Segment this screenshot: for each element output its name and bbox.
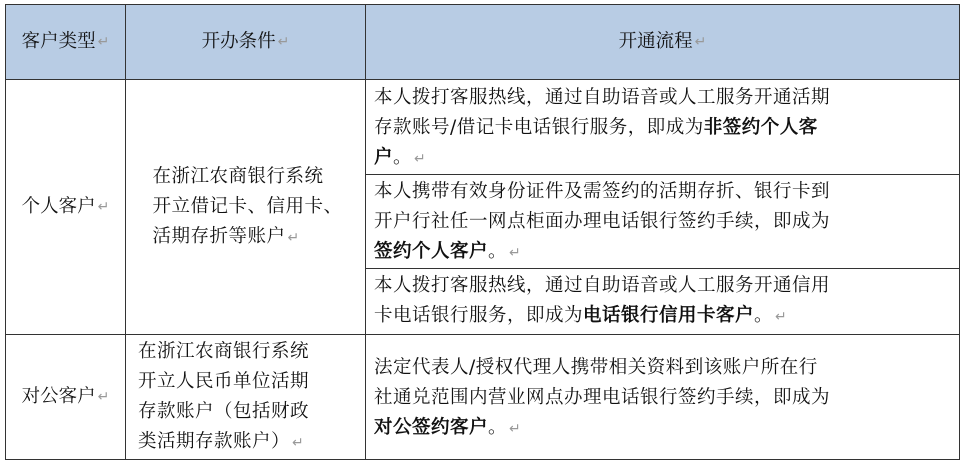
corporate-cond-line-2: 开立人民币单位活期 xyxy=(138,371,310,392)
corporate-type-label: 对公客户 xyxy=(21,386,96,407)
return-mark: ↵ xyxy=(287,229,300,246)
header-customer-type xyxy=(5,4,126,80)
personal-conditions-cell xyxy=(125,79,366,335)
personal-type-cell xyxy=(5,79,126,335)
return-mark: ↵ xyxy=(277,34,290,50)
personal-flow-1-cell xyxy=(365,79,960,175)
header-process xyxy=(365,4,960,80)
return-mark: ↵ xyxy=(97,199,110,215)
header-customer-type-label: 客户类型 xyxy=(21,31,96,52)
return-mark: ↵ xyxy=(694,34,707,50)
personal-flow-1-line-1: 本人拨打客服热线，通过自助语音或人工服务开通活期 xyxy=(374,87,831,108)
personal-cond-line-2: 开立借记卡、信用卡、 xyxy=(152,195,343,217)
return-mark: ↵ xyxy=(509,421,522,437)
personal-flow-1-bold: 非签约个人客 xyxy=(703,117,818,138)
corporate-conditions-cell xyxy=(125,334,366,460)
return-mark: ↵ xyxy=(775,309,788,325)
return-mark: ↵ xyxy=(414,151,427,167)
personal-type-label: 个人客户 xyxy=(21,196,96,217)
return-mark: ↵ xyxy=(509,245,522,261)
corporate-cond-line-4: 类活期存款账户） xyxy=(138,431,291,452)
personal-flow-1-line-2: 存款账号/借记卡电话银行服务，即成为 xyxy=(374,117,704,138)
personal-flow-2-bold: 签约个人客户 xyxy=(374,241,489,262)
personal-flow-3-bold: 电话银行信用卡客户 xyxy=(583,305,755,326)
personal-flow-1-tail: 。 xyxy=(393,147,413,168)
personal-cond-line-3: 活期存折等账户 xyxy=(152,225,286,247)
personal-flow-1-bold-tail: 户 xyxy=(374,147,394,168)
personal-flow-3-line-2: 卡电话银行服务，即成为 xyxy=(374,305,584,326)
corporate-cond-line-3: 存款账户（包括财政 xyxy=(138,401,310,422)
corporate-flow-tail: 。 xyxy=(488,417,508,438)
header-conditions-label: 开办条件 xyxy=(201,31,276,52)
header-process-label: 开通流程 xyxy=(618,31,693,52)
personal-flow-3-tail: 。 xyxy=(754,305,774,326)
personal-flow-2-line-1: 本人携带有效身份证件及需签约的活期存折、银行卡到 xyxy=(374,181,831,202)
personal-flow-3-line-1: 本人拨打客服热线，通过自助语音或人工服务开通信用 xyxy=(374,275,831,296)
corporate-flow-line-2: 社通兑范围内营业网点办理电话银行签约手续，即成为 xyxy=(374,387,831,408)
corporate-flow-bold: 对公签约客户 xyxy=(374,417,489,438)
personal-flow-2-line-2: 开户行社任一网点柜面办理电话银行签约手续，即成为 xyxy=(374,211,831,232)
personal-flow-2-tail: 。 xyxy=(488,241,508,262)
header-conditions xyxy=(125,4,366,80)
return-mark: ↵ xyxy=(97,34,110,50)
corporate-type-cell xyxy=(5,334,126,460)
personal-flow-3-cell xyxy=(365,268,960,335)
corporate-flow-cell xyxy=(365,334,960,460)
personal-flow-2-cell xyxy=(365,174,960,269)
return-mark: ↵ xyxy=(292,435,305,451)
corporate-flow-line-1: 法定代表人/授权代理人携带相关资料到该账户所在行 xyxy=(374,357,818,378)
personal-cond-line-1: 在浙江农商银行系统 xyxy=(152,165,324,187)
service-table xyxy=(5,4,960,460)
return-mark: ↵ xyxy=(97,389,110,405)
corporate-cond-line-1: 在浙江农商银行系统 xyxy=(138,341,310,362)
